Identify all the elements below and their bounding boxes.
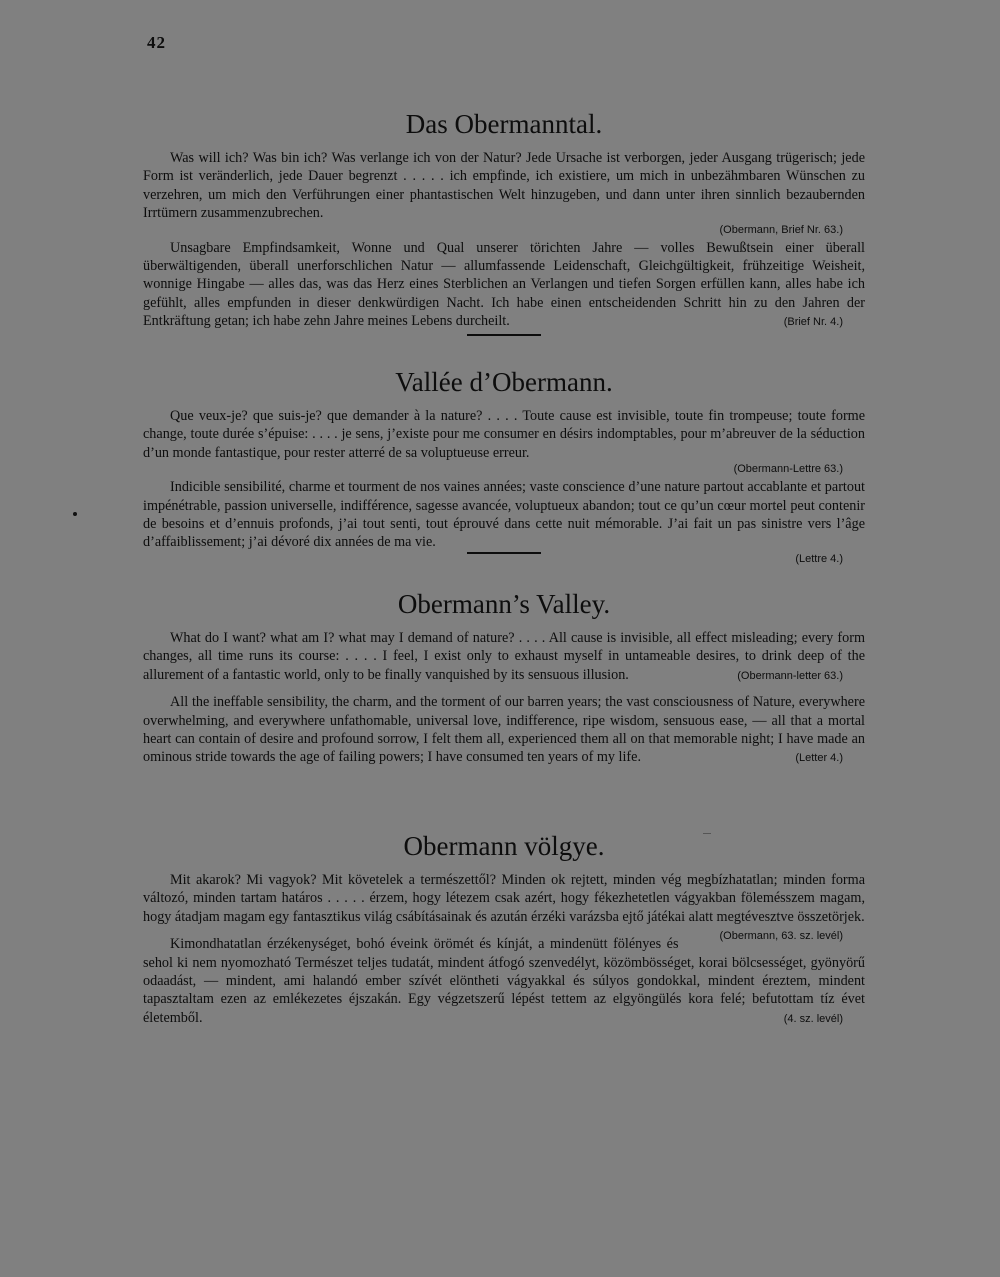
- paragraph-text: Unsagbare Empfindsamkeit, Wonne und Qual unserer törichten Jahre — volles Bewußtsein einer überall überwältigenden, überall unerforschlichen Natur — allumfassende Leidenschaft, Gleichgültigkeit, frühzeitige Weisheit, wonnige Hingabe — alles das, was das Herz eines Sterblichen an Verlangen und tiefen Sorgen erfüllen kann, alles habe ich gefühlt, alles empfunden in dieser denkwürdigen Nacht. Ich habe einen entscheidenden Schritt hin zu den Jahren der Entkräftung getan; ich habe zehn Jahre meines Lebens durcheilt.: [143, 239, 865, 330]
- section-heading: Obermann völgye.: [403, 831, 605, 861]
- citation: (Lettre 4.): [795, 552, 843, 565]
- paragraph: [143, 693, 865, 767]
- paragraph: Was will ich? Was bin ich? Was verlange ich von der Natur? Jede Ursache ist verborgen, jeder Ausgang trügerisch; jede Form ist veränderlich, jede Dauer begrenzt . . . . . ich empfinde, ich existiere, um mich in unbezähmbaren Wünschen zu verzehren, um mich den Verführungen einer phantastischen Welt hinzugeben, und dann unter ihren sinnlich bezaubernden Irrtümern zusammenzubrechen.: [143, 150, 865, 222]
- section-heading: Obermann’s Valley.: [397, 589, 611, 619]
- paragraph: [143, 239, 865, 331]
- section-german: [143, 108, 865, 336]
- citation: (Obermann-letter 63.): [737, 669, 843, 682]
- page-number: 42: [147, 33, 166, 52]
- section-hungarian: [143, 830, 865, 1027]
- paragraph-text: All the ineffable sensibility, the charm, and the torment of our barren years; the vast consciousness of Nature, everywhere overwhelming, and everywhere unfathomable, universal love, indifference, ripe wisdom, sensuous ease, — all that a mortal heart can contain of desire and profound sorrow, I felt them all, experienced them all on that memorable night; I have made an ominous stride towards the age of failing powers; I have consumed ten years of my life.: [143, 694, 865, 766]
- section-divider: [467, 334, 541, 336]
- paragraph: [143, 871, 865, 943]
- paragraph: Que veux-je? que suis-je? que demander à la nature? . . . . Toute cause est invisible, toute fin trompeuse; toute forme change, toute durée s’épuise: . . . . je sens, j’existe pour me consumer en désirs indomptables, pour m’abreuver de la séduction d’un monde fantastique, pour rester atterré de sa voluptueuse erreur.: [143, 408, 865, 461]
- citation: (Obermann, 63. sz. levél): [719, 930, 843, 943]
- citation: (4. sz. levél): [783, 1012, 843, 1025]
- paragraph: Indicible sensibilité, charme et tourment de nos vaines années; vaste conscience d’une nature partout accablante et partout impénétrable, passion universelle, indifférence, sagesse avancée, voluptueux abandon; tout ce qu’un cœur mortel peut contenir de besoins et d’ennuis profonds, j’ai tout senti, tout éprouvé dans cette nuit mémorable. J’ai fait un pas sinistre vers l’âge d’affaiblissement; j’ai dévoré dix années de ma vie.: [143, 479, 865, 551]
- section-french: [143, 366, 865, 565]
- speck-mark: [73, 512, 77, 516]
- paragraph-text: Kimondhatatlan érzékenységet, bohó éveink örömét és kínját, a mindenütt fölényes és sehol ki nem nyomozható Természet teljes tudatát, mindent átfogó szenvedélyt, közömbösséget, korai bölcsességet, gyönyörű odaadást, — mindent, ami halandó ember szívét elöntheti vágyakkal és súlyos gondokkal, mindent éreztem, mindent tapasztaltam ezen az emlékezetes éjszakán. Egy végzetszerű lépést tettem az elgyöngülés kora felé; befutottam tíz évet életemből.: [143, 936, 865, 1026]
- paragraph: [143, 935, 865, 1027]
- citation: (Obermann-Lettre 63.): [733, 463, 843, 476]
- citation: (Brief Nr. 4.): [783, 316, 843, 329]
- citation: (Letter 4.): [795, 752, 843, 765]
- section-divider: [467, 552, 541, 554]
- section-heading: Vallée d’Obermann.: [395, 367, 613, 397]
- citation: (Obermann, Brief Nr. 63.): [719, 223, 843, 236]
- section-heading: Das Obermanntal.: [405, 109, 603, 139]
- paragraph-text: What do I want? what am I? what may I demand of nature? . . . . All cause is invisible, all effect misleading; every form changes, all time runs its course: . . . . I feel, I exist only to exhaust myself in untameable desires, to drink deep of the allurement of a fantastic world, only to be finally vanquished by its sensuous illusion.: [143, 630, 865, 683]
- section-english: [143, 588, 865, 767]
- paragraph-text: Mit akarok? Mi vagyok? Mit követelek a természettől? Minden ok rejtett, minden vég megbízhatatlan; minden forma változó, minden tartam határos . . . . . érzem, hogy létezem csak azért, hogy fékezhetetlen vágyakban fölemésszem magam, hogy átadjam magam egy fantasztikus világ csábításainak és azután érzéki varázsba ejtő játékai alatt megtévesztve összetörjek.: [143, 872, 865, 925]
- paragraph: [143, 629, 865, 684]
